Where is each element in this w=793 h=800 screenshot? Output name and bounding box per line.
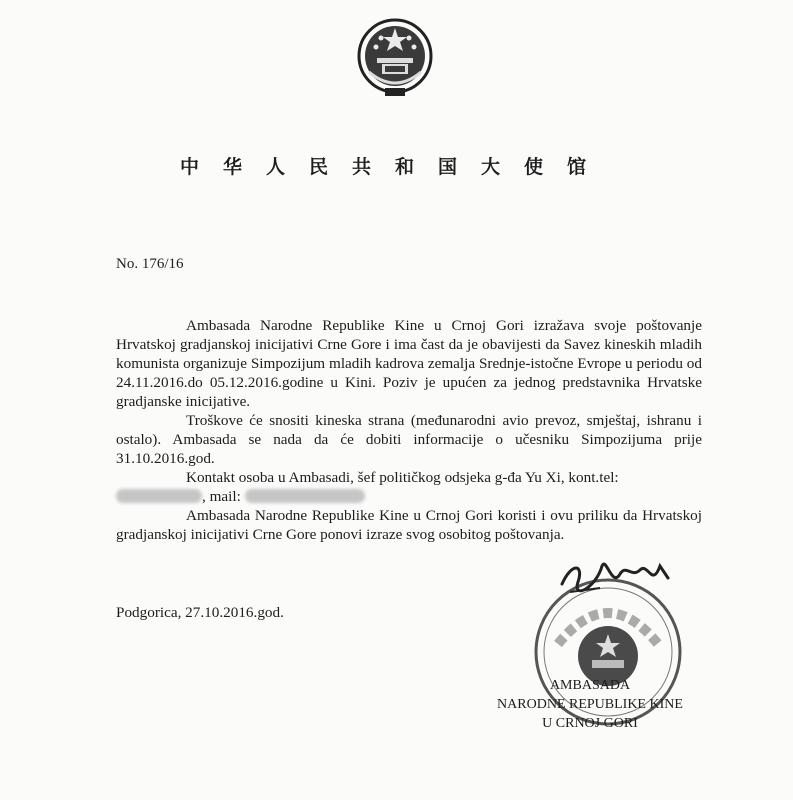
contact-text: Kontakt osoba u Ambasadi, šef političkog odsjeka g-đa Yu Xi, kont.tel: <box>186 469 619 486</box>
signature-block <box>440 676 740 733</box>
mail-label: , mail: <box>202 488 241 505</box>
letter-body <box>116 316 702 544</box>
embassy-name-chinese: 中华人民共和国大使馆 <box>179 156 610 178</box>
reference-number: No. 176/16 <box>116 256 184 272</box>
paragraph-contact <box>116 468 702 487</box>
national-emblem-icon <box>355 14 435 100</box>
redacted-email <box>245 489 365 503</box>
signature-line-3: U CRNOJ GORI <box>542 716 638 731</box>
paragraph-closing: Ambasada Narodne Republike Kine u Crnoj Gori koristi i ovu priliku da Hrvatskoj gradjanskoj inicijativi Crne Gore ponovi izraze svog osobitog poštovanja. <box>116 507 702 543</box>
place-date: Podgorica, 27.10.2016.god. <box>116 604 284 621</box>
handwritten-signature-icon <box>556 548 676 608</box>
contact-redacted-line <box>116 487 702 506</box>
redacted-phone <box>116 489 202 503</box>
paragraph-announcement: Ambasada Narodne Republike Kine u Crnoj Gori izražava svoje poštovanje Hrvatskoj gradjanskoj inicijativi Crne Gore i ima čast da je obavijesti da Savez kineskih mladih komunista organizuje Simpozijum mladih kadrova zemalja Srednje-istočne Evrope u periodu od 24.11.2016.do 05.12.2016.godine u Kini. Poziv je upućen za jednog predstavnika Hrvatske gradjanske inicijative. <box>116 317 702 410</box>
signature-line-1: AMBASADA <box>549 678 631 693</box>
signature-line-2: NARODNE REPUBLIKE KINE <box>497 697 683 712</box>
paragraph-costs: Troškove će snositi kineska strana (međunarodni avio prevoz, smještaj, ishranu i ostalo). Ambasada se nada da će dobiti informacije o učesniku Simpozijuma prije 31.10.2016.god. <box>116 412 702 467</box>
